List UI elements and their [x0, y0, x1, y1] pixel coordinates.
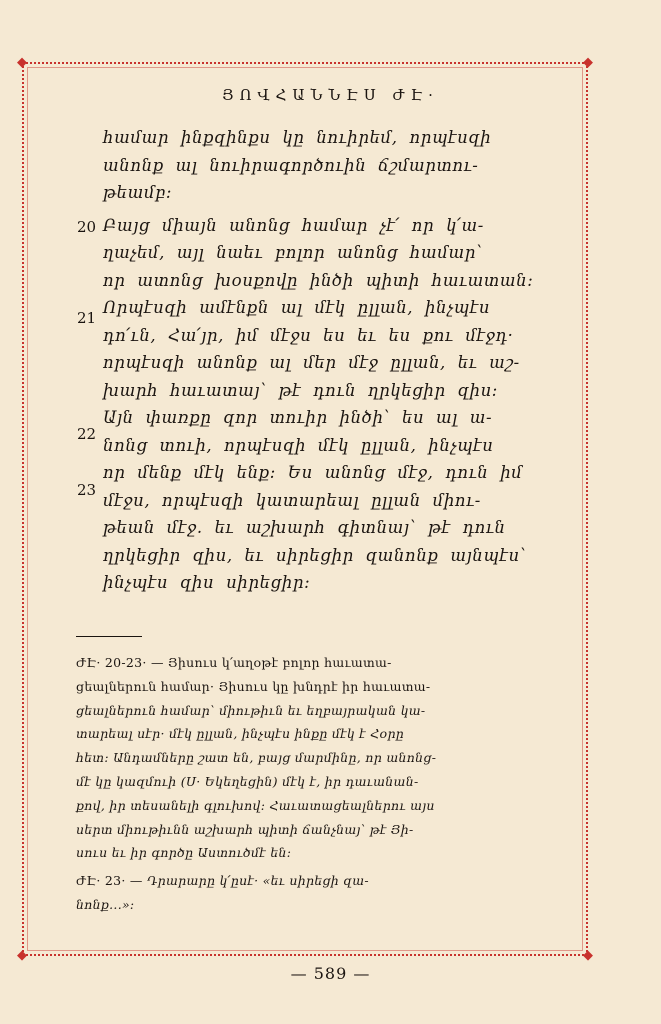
border-corner-ornament: ◆ — [17, 55, 27, 70]
footnote-reference: ԺԷ· 20-23· — — [76, 655, 164, 670]
footnote-line: տարեալ սէր· մէկ ըլլան, ինչպէս ինքը մէկ է Հօրը — [76, 726, 405, 742]
verse-number-21: 21 — [77, 309, 97, 327]
verse-line: համար ինքզինքս կը նուիրեմ, որպէսզի — [103, 128, 492, 147]
verse-line: ղրկեցիր զիս, եւ սիրեցիր զանոնք այնպէս՝ — [103, 545, 527, 565]
footnote-line — [76, 869, 538, 893]
verse-line: անոնք ալ նուիրագործուին ճշմարտու- — [103, 155, 479, 175]
verse-line: Բայց միայն անոնց համար չէ՛ որ կ՛ա- — [103, 215, 484, 235]
verse-line: թեան մէջ. եւ աշխարհ գիտնայ՝ թէ դուն — [103, 518, 506, 537]
footnote-line — [76, 651, 538, 675]
verse-line: ղաչեմ, այլ նաեւ բոլոր անոնց համար՝ — [103, 243, 483, 262]
page-heading: ՅՈՎՀԱՆՆԷՍ ԺԷ· — [222, 86, 439, 104]
border-corner-ornament: ◆ — [583, 55, 593, 70]
footnote-line: ցեալներուն համար· Յիսուս կը խնդրէ իր հաւատա- — [76, 678, 431, 694]
verse-line: որ մենք մէկ ենք: Ես անոնց մէջ, դուն իմ — [103, 463, 523, 482]
verse-line: որպէսզի անոնք ալ մեր մէջ ըլլան, եւ աշ- — [103, 353, 520, 372]
footnote-line: հետ: Անդամները շատ են, բայց մարմինը, որ անոնց- — [76, 750, 437, 766]
verse-line: նոնց տուի, որպէսզի մէկ ըլլան, ինչպէս — [103, 435, 494, 455]
footnote-line: սուս եւ իր գործը Աստուծմէ են: — [76, 845, 292, 861]
verse-line: դո՛ւն, Հա՛յր, իմ մէջս ես եւ ես քու մէջդ· — [103, 325, 514, 345]
footnote-line: քով, իր տեսանելի գլուխով: Հաւատացեալներու այս — [76, 797, 435, 813]
verse-number-23: 23 — [77, 481, 97, 499]
verse-line: ինչպէս զիս սիրեցիր: — [103, 573, 311, 592]
verse-text-block — [103, 124, 533, 597]
footnote-line: նոնք...»: — [76, 896, 135, 912]
footnote-text: Յիսուս կ՛աղօթէ բոլոր հաւատա- — [168, 655, 392, 670]
footnote-reference: ԺԷ· 23· — — [76, 873, 143, 889]
verse-number-22: 22 — [77, 425, 97, 443]
verse-line: խարհ հաւատայ՝ թէ դուն ղրկեցիր զիս: — [103, 380, 498, 400]
footnote-line: մէ կը կազմուի (Ս· Եկեղեցին) մէկ է, իր դաւանան- — [76, 773, 419, 789]
verse-line: թեամբ: — [103, 183, 173, 202]
footnote-line: ցեալներուն համար՝ միութիւն եւ եղբայրական կա- — [76, 702, 426, 718]
footnote-block — [76, 651, 538, 917]
verse-number-20: 20 — [77, 218, 97, 236]
footnote-line: սերտ միութիւնն աշխարհ պիտի ճանչնայ՝ թէ Յի- — [76, 821, 414, 837]
footnote-text: Դրարարը կ՛ըսէ· «եւ սիրեցի զա- — [147, 873, 369, 889]
border-corner-ornament: ◆ — [17, 948, 27, 963]
footnote-divider — [76, 636, 142, 637]
verse-line: Որպէսզի ամէնքն ալ մէկ ըլլան, ինչպէս — [103, 298, 491, 317]
verse-line: Այն փառքը զոր տուիր ինծի՝ ես ալ ա- — [103, 408, 493, 427]
border-corner-ornament: ◆ — [583, 948, 593, 963]
verse-line: որ ատոնց խօսքովը ինծի պիտի հաւատան: — [103, 270, 534, 290]
verse-line: մէջս, որպէսզի կատարեալ ըլլան միու- — [103, 490, 481, 510]
page-number: — 589 — — [290, 964, 371, 983]
